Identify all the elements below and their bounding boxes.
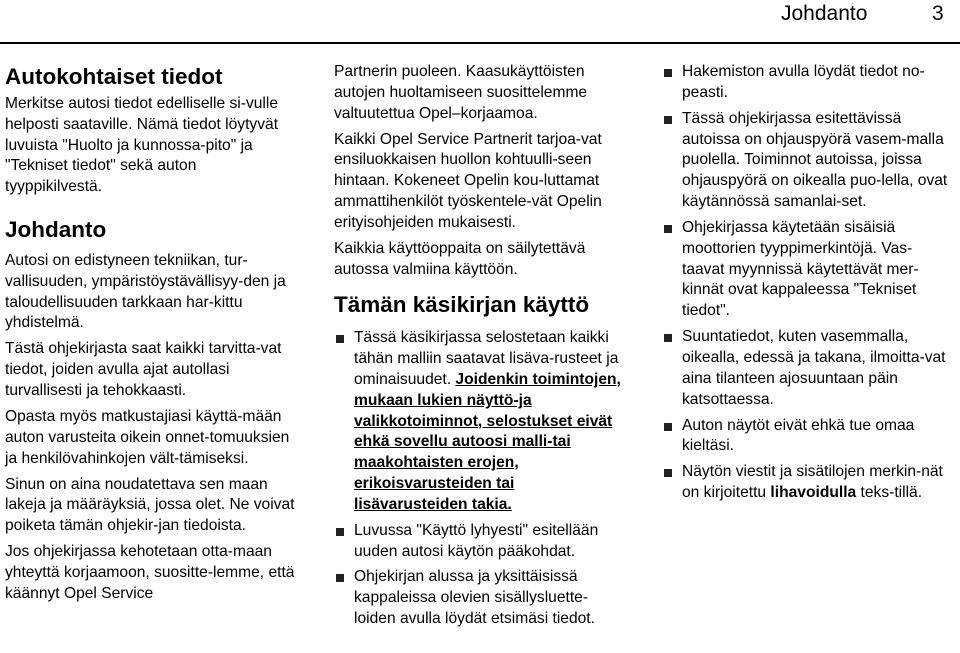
paragraph-service-2: Kaikki Opel Service Partnerit tarjoa-vat ensiluokkaisen huollon kohtuulli-seen hintaan. Kokeneet Opelin kou-luttamat ammattihenkilöt työskentele-vät Opelin erityisohjeiden mukaisesti. bbox=[334, 130, 602, 231]
paragraph-service-3: Kaikkia käyttöoppaita on säilytettävä autossa valmiina käyttöön. bbox=[334, 239, 586, 278]
heading-vehicle-data: Autokohtaiset tiedot bbox=[5, 64, 223, 89]
list-item bbox=[662, 109, 954, 213]
bullet-list-middle bbox=[334, 328, 624, 630]
paragraph-intro-4: Sinun on aina noudatettava sen maan lakeja ja määräyksiä, jossa olet. Ne voivat poiketa tämän ohjekir-jan tiedoista. bbox=[5, 475, 295, 535]
square-bullet-icon bbox=[664, 469, 672, 477]
square-bullet-icon bbox=[336, 335, 344, 343]
list-item-text: Tässä käsikirjassa selostetaan kaikki tähän malliin saatavat lisäva-rusteet ja ominaisuudet. bbox=[354, 329, 619, 388]
column-middle bbox=[334, 62, 624, 635]
paragraph-intro-3: Opasta myös matkustajiasi käyttä-mään auton varusteita oikein onnet-tomuuksien ja henkilövahinkojen vält-tämiseksi. bbox=[5, 407, 290, 467]
square-bullet-icon bbox=[664, 225, 672, 233]
list-item bbox=[662, 416, 954, 458]
square-bullet-icon bbox=[664, 116, 672, 124]
list-item bbox=[662, 327, 954, 410]
list-item-text: Ohjekirjassa käytetään sisäisiä moottorien tyyppimerkintöjä. Vas-taavat myynnissä käytettävät mer-kinnät ovat kappaleessa "Tekniset tiedot". bbox=[682, 218, 919, 320]
paragraph-service-1: Partnerin puoleen. Kaasukäyttöisten autojen huoltamiseen suosittelemme valtuutettua Opel–korjaamoa. bbox=[334, 63, 588, 122]
list-item-text: Suuntatiedot, kuten vasemmalla, oikealla, edessä ja takana, ilmoitta-vat aina tilanteen ajosuuntaan päin katsottaessa. bbox=[682, 328, 946, 408]
list-item bbox=[662, 462, 954, 504]
list-item-emphasis: Joidenkin toimintojen, mukaan lukien näyttö-ja valikkotoiminnot, selostukset eivät ehkä sovellu autoosi malli-tai maakohtaisten erojen, erikoisvarusteiden tai lisävarusteiden takia. bbox=[354, 370, 621, 513]
list-item bbox=[662, 62, 954, 104]
section-header-title: Johdanto bbox=[781, 2, 868, 25]
column-right bbox=[662, 62, 954, 509]
list-item bbox=[334, 328, 624, 515]
column-left bbox=[5, 62, 295, 610]
bullet-list-right bbox=[662, 62, 954, 504]
square-bullet-icon bbox=[664, 334, 672, 342]
bold-word: lihavoidulla bbox=[770, 484, 857, 502]
list-item-text: Näytön viestit ja sisätilojen merkin-nät on kirjoitettu bbox=[682, 463, 943, 502]
list-item-text: Ohjekirjan alussa ja yksittäisissä kappaleissa olevien sisällysluette-loiden avulla löydät etsimäsi tiedot. bbox=[354, 568, 595, 628]
list-item-text: Tässä ohjekirjassa esitettävissä autoissa on ohjauspyörä vasem-malla puolella. Toiminnot autoissa, joissa ohjauspyörä on oikealla puo-lella, ovat käytännössä samanlai-set. bbox=[682, 109, 948, 210]
square-bullet-icon bbox=[336, 528, 344, 536]
list-item bbox=[662, 218, 954, 322]
list-item bbox=[334, 521, 624, 563]
square-bullet-icon bbox=[664, 69, 672, 77]
paragraph-intro-1: Autosi on edistyneen tekniikan, tur-vallisuuden, ympäristöystävällisyy-den ja taloudellisuuden tarkkaan har-kittu yhdistelmä. bbox=[5, 251, 286, 332]
paragraph-intro-5: Jos ohjekirjassa kehotetaan otta-maan yhteyttä korjaamoon, suositte-lemme, että käännyt Opel Service bbox=[5, 543, 295, 602]
paragraph-vehicle-data: Merkitse autosi tiedot edelliselle si-vulle helposti saataville. Nämä tiedot löytyvät luvuista "Huolto ja kunnossa-pito" ja "Tekniset tiedot" sekä auton tyyppikilvestä. bbox=[5, 95, 279, 196]
page-number: 3 bbox=[932, 2, 944, 25]
paragraph-intro-2: Tästä ohjekirjasta saat kaikki tarvitta-vat tiedot, joiden avulla ajat autollasi turvallisesti ja tehokkaasti. bbox=[5, 340, 282, 399]
heading-using-manual: Tämän käsikirjan käyttö bbox=[334, 292, 590, 318]
heading-introduction: Johdanto bbox=[5, 216, 107, 242]
list-item-text-end: teks-tillä. bbox=[856, 484, 923, 502]
list-item bbox=[334, 567, 624, 629]
square-bullet-icon bbox=[664, 423, 672, 431]
header-divider bbox=[0, 42, 960, 44]
list-item-text: Luvussa "Käyttö lyhyesti" esitellään uuden autosi käytön pääkohdat. bbox=[354, 521, 599, 560]
square-bullet-icon bbox=[336, 574, 344, 582]
list-item-text: Hakemiston avulla löydät tiedot no-peasti. bbox=[682, 63, 925, 101]
list-item-text: Auton näytöt eivät ehkä tue omaa kieltäsi. bbox=[682, 416, 915, 455]
